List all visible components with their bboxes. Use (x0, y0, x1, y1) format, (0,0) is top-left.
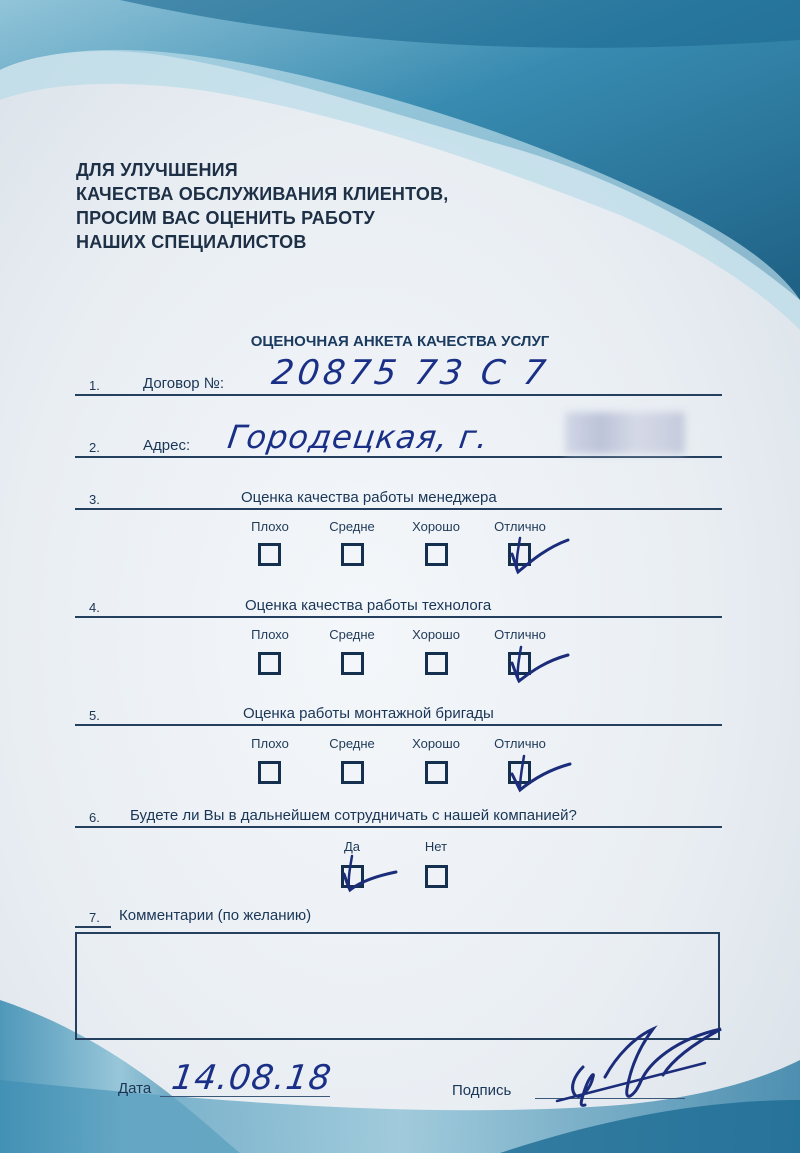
cooperation-question: Будете ли Вы в дальнейшем сотрудничать с нашей компанией? (130, 807, 577, 824)
checkmark-icon (506, 643, 570, 683)
option-label-bad: Плохо (251, 627, 289, 642)
address-label: Адрес: (143, 437, 191, 454)
contract-number-handwriting[interactable]: 20875 73 С 7 (269, 353, 553, 393)
option-label-average: Средне (329, 627, 375, 642)
comments-number-underline (75, 926, 111, 928)
address-handwriting[interactable]: Городецкая, г. (225, 418, 492, 456)
rating-technologist-title: Оценка качества работы технолога (245, 597, 492, 614)
checkbox-average[interactable] (341, 543, 364, 566)
headline-line: ПРОСИМ ВАС ОЦЕНИТЬ РАБОТУ (76, 208, 375, 228)
form-headline (76, 158, 448, 254)
headline-line: КАЧЕСТВА ОБСЛУЖИВАНИЯ КЛИЕНТОВ, (76, 184, 449, 204)
signature-label: Подпись (452, 1082, 512, 1099)
checkmark-icon (506, 532, 570, 572)
checkbox-good[interactable] (425, 652, 448, 675)
item-number: 2. (89, 440, 100, 455)
checkbox-average[interactable] (341, 652, 364, 675)
option-label-good: Хорошо (412, 627, 460, 642)
item-number: 6. (89, 810, 100, 825)
item-number: 4. (89, 600, 100, 615)
checkbox-bad[interactable] (258, 652, 281, 675)
option-label-excellent: Отлично (494, 736, 546, 751)
checkmark-icon (336, 852, 400, 892)
rating-manager-title: Оценка качества работы менеджера (241, 489, 497, 506)
redacted-area (565, 412, 685, 454)
checkbox-bad[interactable] (258, 761, 281, 784)
checkbox-good[interactable] (425, 761, 448, 784)
headline-line: НАШИХ СПЕЦИАЛИСТОВ (76, 232, 307, 252)
checkbox-no[interactable] (425, 865, 448, 888)
item-number: 3. (89, 492, 100, 507)
checkbox-bad[interactable] (258, 543, 281, 566)
checkbox-good[interactable] (425, 543, 448, 566)
option-label-no: Нет (424, 839, 448, 854)
form-title: ОЦЕНОЧНАЯ АНКЕТА КАЧЕСТВА УСЛУГ (250, 333, 550, 350)
checkbox-average[interactable] (341, 761, 364, 784)
option-label-excellent: Отлично (494, 627, 546, 642)
rating-manager-row (75, 482, 722, 510)
comments-row (75, 900, 360, 926)
item-number: 1. (89, 378, 100, 393)
comments-label: Комментарии (по желанию) (119, 907, 312, 924)
date-label: Дата (118, 1080, 152, 1097)
option-label-bad: Плохо (251, 736, 289, 751)
item-number: 5. (89, 708, 100, 723)
option-label-excellent: Отлично (494, 519, 546, 534)
rating-technologist-row (75, 590, 722, 618)
cooperation-row (75, 800, 722, 828)
rating-crew-title: Оценка работы монтажной бригады (243, 705, 494, 722)
item-number: 7. (89, 910, 100, 925)
date-handwriting[interactable]: 14.08.18 (169, 1058, 335, 1098)
contract-label: Договор №: (143, 375, 225, 392)
signature-drawing[interactable] (545, 1015, 745, 1115)
checkmark-icon (506, 750, 570, 790)
option-label-yes: Да (343, 839, 361, 854)
option-label-good: Хорошо (412, 519, 460, 534)
option-label-good: Хорошо (412, 736, 460, 751)
option-label-bad: Плохо (251, 519, 289, 534)
option-label-average: Средне (329, 519, 375, 534)
headline-line: ДЛЯ УЛУЧШЕНИЯ (76, 160, 238, 180)
rating-crew-row (75, 698, 722, 726)
option-label-average: Средне (329, 736, 375, 751)
